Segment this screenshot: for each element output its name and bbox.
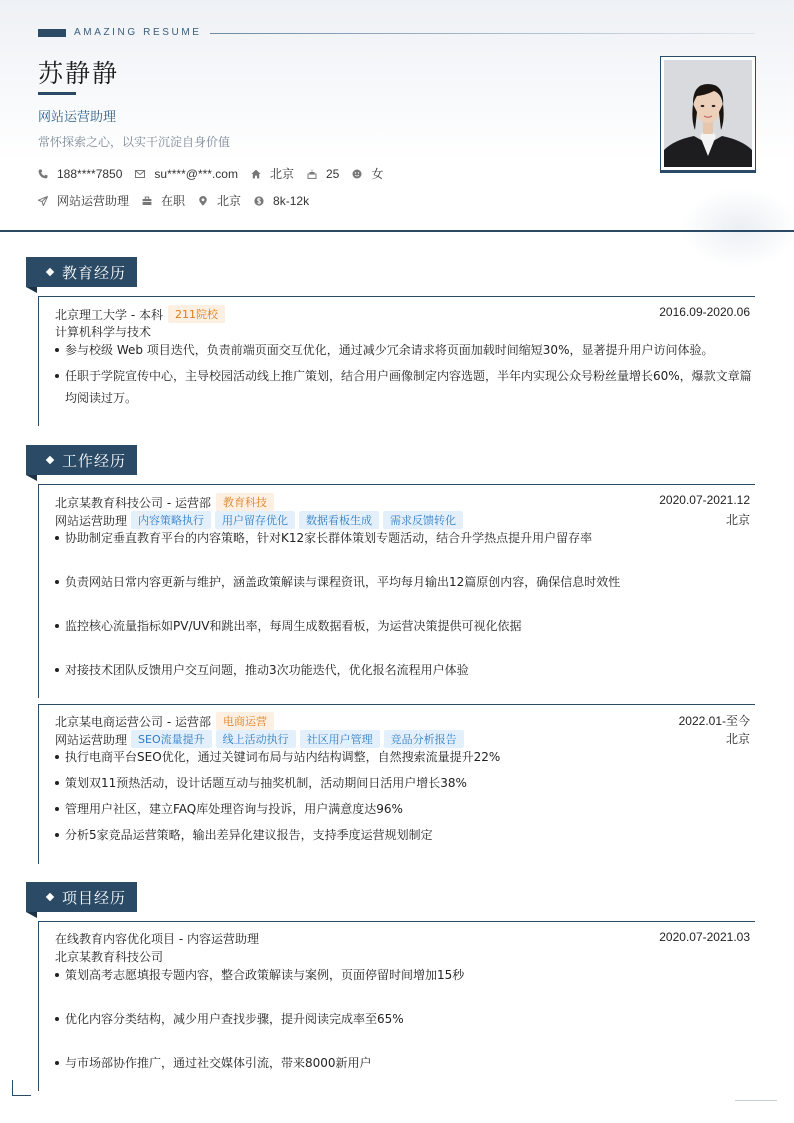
list-item	[55, 1052, 750, 1074]
skill-tag: 线上活动执行	[216, 730, 296, 748]
timeline-line	[38, 484, 39, 698]
contact-city	[251, 165, 294, 182]
skill-tag: 需求反馈转化	[383, 511, 463, 529]
candidate-name: 苏静静	[38, 59, 120, 88]
header-divider	[0, 230, 794, 232]
company-tag: 电商运营	[216, 712, 274, 730]
timeline-line	[38, 704, 39, 864]
bullet-dot	[55, 807, 59, 811]
project-period: 2020.07-2021.03	[659, 930, 750, 944]
bullet-dot	[55, 1061, 59, 1065]
bullet-text: 管理用户社区，建立FAQ库处理咨询与投诉，用户满意度达96%	[65, 802, 403, 816]
bullet-dot	[55, 624, 59, 628]
list-item	[55, 798, 750, 820]
intent-position	[38, 192, 129, 209]
bullet-dot	[55, 668, 59, 672]
major: 计算机科学与技术	[55, 325, 152, 339]
contact-email	[135, 167, 238, 181]
bullet-dot	[55, 973, 59, 977]
project-org: 北京某教育科技公司	[55, 950, 164, 964]
education-period: 2016.09-2020.06	[659, 305, 750, 319]
role: 网站运营助理	[55, 733, 128, 747]
skill-tag: 内容策略执行	[131, 511, 211, 529]
role: 网站运营助理	[55, 514, 128, 528]
briefcase-icon	[142, 196, 152, 206]
brand-line	[210, 33, 755, 34]
gender-icon	[352, 169, 362, 179]
education-title: 教育经历	[62, 263, 127, 282]
work-city: 北京	[725, 732, 750, 746]
bullet-dot	[55, 755, 59, 759]
decorative-shadow	[680, 188, 794, 268]
intent-salary-text: 8k-12k	[273, 193, 310, 208]
school-tag: 211院校	[168, 305, 225, 323]
ribbon-fold	[26, 912, 37, 918]
age-text: 25	[325, 166, 340, 181]
brand-accent-bar	[38, 29, 66, 37]
gender-text: 女	[371, 167, 384, 181]
diamond-icon	[46, 268, 54, 276]
job-title: 网站运营助理	[38, 110, 117, 125]
list-item	[55, 1008, 750, 1030]
contact-gender	[352, 165, 383, 182]
bullet-dot	[55, 833, 59, 837]
school-name: 北京理工大学 - 本科	[55, 308, 163, 322]
bullet-dot	[55, 781, 59, 785]
section-title-projects	[26, 882, 137, 912]
list-item	[55, 824, 750, 846]
bullet-dot	[55, 580, 59, 584]
list-item	[55, 772, 750, 794]
section-divider	[38, 484, 755, 485]
ribbon-fold	[26, 287, 37, 293]
section-divider	[38, 921, 755, 922]
city-text: 北京	[269, 167, 294, 181]
profile-photo	[664, 60, 752, 167]
photo-accent-bar	[660, 170, 756, 173]
company-tag: 教育科技	[216, 493, 274, 511]
section-title-work	[26, 445, 137, 475]
corner-decoration	[735, 1100, 777, 1101]
corner-decoration	[12, 1080, 31, 1096]
contact-row	[38, 165, 396, 182]
list-item	[55, 659, 750, 681]
work-city: 北京	[725, 513, 750, 527]
work-title: 工作经历	[62, 451, 127, 470]
mail-icon	[135, 169, 145, 179]
timeline-line	[38, 921, 39, 1091]
bullet-dot	[55, 348, 59, 352]
bullet-text: 负责网站日常内容更新与维护，涵盖政策解读与课程资讯，平均每月输出12篇原创内容，确保信息时效性	[65, 575, 621, 589]
list-item	[55, 527, 750, 549]
bullet-text: 策划高考志愿填报专题内容，整合政策解读与案例，页面停留时间增加15秒	[65, 968, 465, 982]
list-item	[55, 964, 750, 986]
bullet-text: 策划双11预热活动，设计话题互动与抽奖机制，活动期间日活用户增长38%	[65, 776, 467, 790]
skill-tag: 社区用户管理	[300, 730, 380, 748]
project-name: 在线教育内容优化项目 - 内容运营助理	[55, 932, 259, 946]
bullet-text: 任职于学院宣传中心，主导校园活动线上推广策划，结合用户画像制定内容选题，半年内实现公众号粉丝量增长60%，爆款文章篇均阅读过万。	[65, 369, 752, 405]
company-name: 北京某电商运营公司 - 运营部	[55, 715, 211, 729]
list-item	[55, 365, 755, 409]
bullet-text: 协助制定垂直教育平台的内容策略，针对K12家长群体策划专题活动，结合升学热点提升用户留存率	[65, 531, 593, 545]
bullet-text: 对接技术团队反馈用户交互问题，推动3次功能迭代，优化报名流程用户体验	[65, 663, 469, 677]
cake-icon	[307, 169, 317, 179]
entry-divider	[38, 704, 755, 705]
ribbon-fold	[26, 475, 37, 481]
brand-label: AMAZING RESUME	[74, 27, 202, 38]
home-icon	[251, 169, 261, 179]
diamond-icon	[46, 456, 54, 464]
section-title-education	[26, 257, 137, 287]
section-divider	[38, 296, 755, 297]
bullet-dot	[55, 1017, 59, 1021]
skill-tag: SEO流量提升	[131, 730, 212, 748]
bullet-text: 分析5家竞品运营策略，输出差异化建议报告，支持季度运营规划制定	[65, 828, 433, 842]
intent-salary	[254, 194, 309, 208]
name-underline	[38, 92, 76, 95]
bullet-text: 执行电商平台SEO优化，通过关键词布局与站内结构调整，自然搜索流量提升22%	[65, 750, 501, 764]
intent-city	[198, 192, 241, 209]
intent-row	[38, 192, 322, 209]
contact-phone	[38, 167, 122, 181]
list-item	[55, 571, 750, 593]
intent-status	[142, 192, 185, 209]
profile-photo-frame	[660, 56, 756, 171]
diamond-icon	[46, 893, 54, 901]
send-icon	[38, 196, 48, 206]
bullet-text: 参与校级 Web 项目迭代，负责前端页面交互优化，通过减少冗余请求将页面加载时间缩短30%，显著提升用户访问体验。	[65, 343, 714, 357]
skill-tag: 数据看板生成	[299, 511, 379, 529]
bullet-text: 与市场部协作推广，通过社交媒体引流，带来8000新用户	[65, 1056, 372, 1070]
skill-tag: 用户留存优化	[215, 511, 295, 529]
intent-position-text: 网站运营助理	[57, 194, 130, 208]
phone-text: 188****7850	[57, 166, 123, 181]
work-period: 2022.01-至今	[678, 714, 750, 728]
company-line	[55, 712, 274, 730]
bullet-dot	[55, 536, 59, 540]
projects-title: 项目经历	[62, 888, 127, 907]
work-period: 2020.07-2021.12	[659, 493, 750, 507]
school-name-line	[55, 305, 225, 323]
location-pin-icon	[198, 196, 208, 206]
email-text: su****@***.com	[154, 166, 238, 181]
company-name: 北京某教育科技公司 - 运营部	[55, 496, 211, 510]
timeline-line	[38, 296, 39, 426]
company-line	[55, 493, 274, 511]
contact-age	[307, 167, 339, 181]
intent-city-text: 北京	[217, 194, 242, 208]
slogan: 常怀探索之心，以实干沉淀自身价值	[38, 135, 231, 149]
phone-icon	[38, 169, 48, 179]
bullet-text: 优化内容分类结构，减少用户查找步骤，提升阅读完成率至65%	[65, 1012, 404, 1026]
skill-tag: 竞品分析报告	[384, 730, 464, 748]
list-item	[55, 339, 750, 361]
list-item	[55, 615, 750, 637]
salary-icon	[254, 196, 264, 206]
intent-status-text: 在职	[161, 194, 186, 208]
bullet-dot	[55, 374, 59, 378]
list-item	[55, 746, 750, 768]
bullet-text: 监控核心流量指标如PV/UV和跳出率，每周生成数据看板，为运营决策提供可视化依据	[65, 619, 522, 633]
